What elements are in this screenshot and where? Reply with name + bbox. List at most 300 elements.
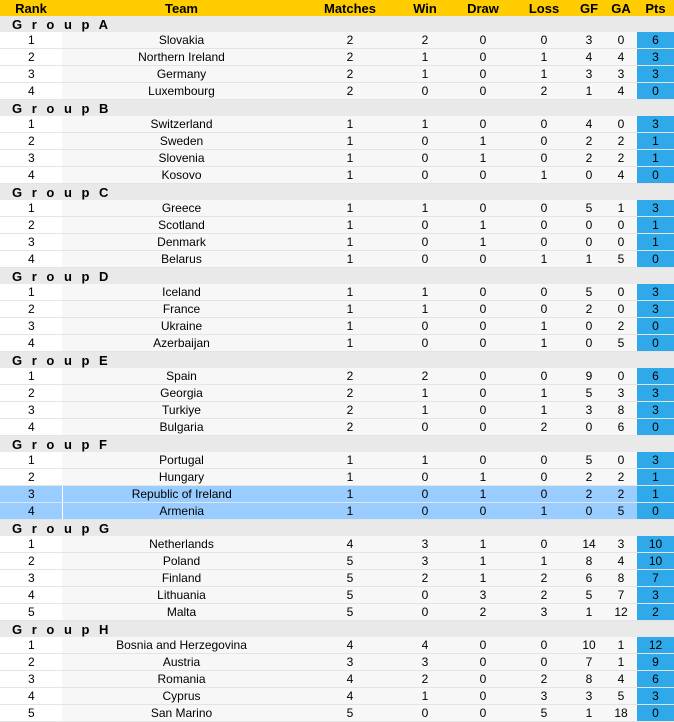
loss-cell: 0 [515,536,573,553]
rank-cell: 3 [0,671,62,688]
table-row[interactable] [0,587,674,604]
draw-cell: 0 [451,167,515,184]
table-row[interactable] [0,536,674,553]
matches-cell: 1 [301,150,399,167]
group-label: G r o u p B [0,100,674,117]
pts-cell: 10 [637,553,674,570]
ga-cell: 0 [605,217,637,234]
loss-cell: 0 [515,368,573,385]
loss-cell: 0 [515,116,573,133]
pts-cell: 3 [637,385,674,402]
table-row[interactable] [0,251,674,268]
team-cell[interactable]: Lithuania [62,587,301,604]
loss-cell: 1 [515,251,573,268]
table-row[interactable] [0,570,674,587]
matches-cell: 5 [301,587,399,604]
team-cell[interactable]: Iceland [62,284,301,301]
matches-cell: 1 [301,116,399,133]
matches-cell: 2 [301,49,399,66]
ga-cell: 3 [605,536,637,553]
ga-cell: 6 [605,419,637,436]
draw-cell: 1 [451,234,515,251]
gf-cell: 5 [573,452,605,469]
table-row[interactable] [0,671,674,688]
rank-cell: 2 [0,49,62,66]
team-cell[interactable]: Republic of Ireland [62,486,301,503]
matches-cell: 2 [301,83,399,100]
draw-cell: 0 [451,49,515,66]
rank-cell: 4 [0,688,62,705]
header-team[interactable]: Team [62,0,301,16]
table-row[interactable] [0,335,674,352]
matches-cell: 1 [301,133,399,150]
matches-cell: 1 [301,452,399,469]
pts-cell: 6 [637,368,674,385]
table-row[interactable] [0,469,674,486]
ga-cell: 2 [605,133,637,150]
group-header-row [0,621,674,638]
win-cell: 0 [399,419,451,436]
win-cell: 3 [399,654,451,671]
team-cell[interactable]: Armenia [62,503,301,520]
rank-cell: 4 [0,335,62,352]
ga-cell: 5 [605,251,637,268]
rank-cell: 4 [0,83,62,100]
pts-cell: 10 [637,536,674,553]
team-cell[interactable]: Malta [62,604,301,621]
rank-cell: 2 [0,469,62,486]
ga-cell: 12 [605,604,637,621]
draw-cell: 1 [451,469,515,486]
gf-cell: 0 [573,234,605,251]
gf-cell: 5 [573,385,605,402]
loss-cell: 1 [515,553,573,570]
draw-cell: 0 [451,335,515,352]
pts-cell: 3 [637,301,674,318]
matches-cell: 1 [301,469,399,486]
ga-cell: 5 [605,688,637,705]
team-cell[interactable]: Austria [62,654,301,671]
rank-cell: 1 [0,536,62,553]
matches-cell: 5 [301,570,399,587]
rank-cell: 4 [0,587,62,604]
ga-cell: 2 [605,486,637,503]
group-label: G r o u p D [0,268,674,285]
team-cell[interactable]: Portugal [62,452,301,469]
draw-cell: 1 [451,486,515,503]
draw-cell: 0 [451,671,515,688]
rank-cell: 1 [0,116,62,133]
rank-cell: 3 [0,318,62,335]
ga-cell: 7 [605,587,637,604]
win-cell: 2 [399,570,451,587]
ga-cell: 3 [605,66,637,83]
loss-cell: 1 [515,167,573,184]
loss-cell: 1 [515,49,573,66]
gf-cell: 0 [573,335,605,352]
win-cell: 1 [399,688,451,705]
rank-cell: 1 [0,637,62,654]
team-cell[interactable]: Slovakia [62,32,301,49]
win-cell: 4 [399,637,451,654]
win-cell: 0 [399,83,451,100]
rank-cell: 2 [0,301,62,318]
pts-cell: 1 [637,217,674,234]
loss-cell: 2 [515,83,573,100]
ga-cell: 3 [605,385,637,402]
ga-cell: 4 [605,167,637,184]
matches-cell: 1 [301,335,399,352]
win-cell: 2 [399,671,451,688]
draw-cell: 1 [451,133,515,150]
loss-cell: 0 [515,637,573,654]
header-pts[interactable]: Pts [637,0,674,16]
matches-cell: 1 [301,251,399,268]
draw-cell: 0 [451,200,515,217]
ga-cell: 2 [605,469,637,486]
draw-cell: 0 [451,452,515,469]
team-cell[interactable]: Germany [62,66,301,83]
win-cell: 3 [399,536,451,553]
win-cell: 3 [399,553,451,570]
header-matches[interactable]: Matches [301,0,399,16]
team-cell[interactable]: Scotland [62,217,301,234]
pts-cell: 0 [637,318,674,335]
team-cell[interactable]: France [62,301,301,318]
table-row[interactable] [0,301,674,318]
table-row[interactable] [0,368,674,385]
table-row[interactable] [0,553,674,570]
win-cell: 0 [399,318,451,335]
win-cell: 2 [399,368,451,385]
team-cell[interactable]: Poland [62,553,301,570]
draw-cell: 0 [451,419,515,436]
matches-cell: 5 [301,705,399,722]
team-cell[interactable]: Hungary [62,469,301,486]
win-cell: 2 [399,32,451,49]
table-row[interactable] [0,49,674,66]
draw-cell: 3 [451,587,515,604]
gf-cell: 5 [573,284,605,301]
loss-cell: 2 [515,587,573,604]
gf-cell: 0 [573,318,605,335]
header-draw[interactable]: Draw [451,0,515,16]
group-label: G r o u p C [0,184,674,201]
group-label: G r o u p E [0,352,674,369]
gf-cell: 0 [573,217,605,234]
pts-cell: 12 [637,637,674,654]
loss-cell: 2 [515,671,573,688]
ga-cell: 4 [605,553,637,570]
win-cell: 1 [399,200,451,217]
ga-cell: 5 [605,335,637,352]
loss-cell: 2 [515,570,573,587]
table-row[interactable] [0,486,674,503]
group-label: G r o u p A [0,16,674,32]
win-cell: 1 [399,49,451,66]
group-header-row [0,352,674,369]
pts-cell: 6 [637,671,674,688]
ga-cell: 0 [605,284,637,301]
gf-cell: 3 [573,66,605,83]
draw-cell: 2 [451,604,515,621]
gf-cell: 5 [573,587,605,604]
header-gf[interactable]: GF [573,0,605,16]
team-cell[interactable]: Slovenia [62,150,301,167]
team-cell[interactable]: San Marino [62,705,301,722]
gf-cell: 1 [573,604,605,621]
draw-cell: 0 [451,637,515,654]
team-cell[interactable]: Spain [62,368,301,385]
matches-cell: 1 [301,234,399,251]
table-row[interactable] [0,150,674,167]
loss-cell: 1 [515,66,573,83]
pts-cell: 1 [637,234,674,251]
table-row[interactable] [0,604,674,621]
pts-cell: 0 [637,251,674,268]
ga-cell: 0 [605,234,637,251]
rank-cell: 4 [0,251,62,268]
team-cell[interactable]: Bosnia and Herzegovina [62,637,301,654]
table-row[interactable] [0,705,674,722]
rank-cell: 5 [0,705,62,722]
win-cell: 0 [399,587,451,604]
pts-cell: 3 [637,688,674,705]
pts-cell: 7 [637,570,674,587]
team-cell[interactable]: Belarus [62,251,301,268]
win-cell: 0 [399,133,451,150]
matches-cell: 4 [301,671,399,688]
loss-cell: 0 [515,150,573,167]
rank-cell: 2 [0,654,62,671]
header-row [0,0,674,16]
matches-cell: 1 [301,284,399,301]
loss-cell: 0 [515,284,573,301]
gf-cell: 0 [573,167,605,184]
matches-cell: 2 [301,368,399,385]
team-cell[interactable]: Luxembourg [62,83,301,100]
ga-cell: 0 [605,32,637,49]
team-cell[interactable]: Turkiye [62,402,301,419]
pts-cell: 1 [637,469,674,486]
pts-cell: 6 [637,32,674,49]
group-header-row [0,268,674,285]
rank-cell: 3 [0,402,62,419]
ga-cell: 5 [605,503,637,520]
loss-cell: 0 [515,654,573,671]
table-row[interactable] [0,402,674,419]
rank-cell: 1 [0,284,62,301]
pts-cell: 0 [637,419,674,436]
win-cell: 1 [399,301,451,318]
matches-cell: 2 [301,66,399,83]
table-row[interactable] [0,385,674,402]
pts-cell: 3 [637,284,674,301]
matches-cell: 1 [301,217,399,234]
draw-cell: 1 [451,553,515,570]
rank-cell: 1 [0,200,62,217]
matches-cell: 1 [301,503,399,520]
gf-cell: 8 [573,671,605,688]
win-cell: 0 [399,217,451,234]
rank-cell: 1 [0,32,62,49]
table-row[interactable] [0,654,674,671]
matches-cell: 2 [301,385,399,402]
matches-cell: 1 [301,167,399,184]
team-cell[interactable]: Romania [62,671,301,688]
gf-cell: 7 [573,654,605,671]
rank-cell: 2 [0,217,62,234]
gf-cell: 0 [573,419,605,436]
team-cell[interactable]: Kosovo [62,167,301,184]
rank-cell: 4 [0,503,62,520]
win-cell: 1 [399,452,451,469]
table-row[interactable] [0,83,674,100]
team-cell[interactable]: Azerbaijan [62,335,301,352]
group-header-row [0,16,674,32]
draw-cell: 0 [451,402,515,419]
group-label: G r o u p F [0,436,674,453]
loss-cell: 1 [515,335,573,352]
draw-cell: 1 [451,570,515,587]
gf-cell: 3 [573,32,605,49]
rank-cell: 2 [0,133,62,150]
gf-cell: 14 [573,536,605,553]
rank-cell: 3 [0,234,62,251]
rank-cell: 3 [0,150,62,167]
table-row[interactable] [0,66,674,83]
team-cell[interactable]: Denmark [62,234,301,251]
win-cell: 1 [399,402,451,419]
team-cell[interactable]: Finland [62,570,301,587]
gf-cell: 1 [573,705,605,722]
pts-cell: 3 [637,116,674,133]
table-row[interactable] [0,318,674,335]
rank-cell: 4 [0,419,62,436]
draw-cell: 0 [451,368,515,385]
header-rank[interactable]: Rank [0,0,62,16]
table-row[interactable] [0,419,674,436]
table-row[interactable] [0,688,674,705]
loss-cell: 0 [515,32,573,49]
ga-cell: 8 [605,570,637,587]
ga-cell: 1 [605,654,637,671]
header-ga[interactable]: GA [605,0,637,16]
draw-cell: 0 [451,318,515,335]
loss-cell: 0 [515,234,573,251]
matches-cell: 2 [301,402,399,419]
table-row[interactable] [0,637,674,654]
loss-cell: 0 [515,469,573,486]
pts-cell: 3 [637,200,674,217]
loss-cell: 1 [515,503,573,520]
ga-cell: 8 [605,402,637,419]
loss-cell: 2 [515,419,573,436]
rank-cell: 2 [0,385,62,402]
matches-cell: 4 [301,688,399,705]
win-cell: 0 [399,234,451,251]
pts-cell: 3 [637,402,674,419]
team-cell[interactable]: Netherlands [62,536,301,553]
loss-cell: 1 [515,385,573,402]
team-cell[interactable]: Northern Ireland [62,49,301,66]
team-cell[interactable]: Ukraine [62,318,301,335]
ga-cell: 2 [605,318,637,335]
team-cell[interactable]: Bulgaria [62,419,301,436]
pts-cell: 1 [637,150,674,167]
matches-cell: 4 [301,536,399,553]
team-cell[interactable]: Switzerland [62,116,301,133]
ga-cell: 4 [605,671,637,688]
matches-cell: 2 [301,419,399,436]
gf-cell: 5 [573,200,605,217]
rank-cell: 4 [0,167,62,184]
team-cell[interactable]: Greece [62,200,301,217]
table-row[interactable] [0,234,674,251]
gf-cell: 10 [573,637,605,654]
draw-cell: 0 [451,688,515,705]
loss-cell: 1 [515,402,573,419]
gf-cell: 6 [573,570,605,587]
pts-cell: 1 [637,486,674,503]
win-cell: 0 [399,604,451,621]
pts-cell: 1 [637,133,674,150]
win-cell: 1 [399,116,451,133]
ga-cell: 18 [605,705,637,722]
draw-cell: 0 [451,116,515,133]
gf-cell: 2 [573,301,605,318]
table-row[interactable] [0,217,674,234]
win-cell: 0 [399,469,451,486]
header-win[interactable]: Win [399,0,451,16]
table-row[interactable] [0,503,674,520]
ga-cell: 2 [605,150,637,167]
ga-cell: 0 [605,116,637,133]
team-cell[interactable]: Georgia [62,385,301,402]
win-cell: 0 [399,503,451,520]
table-row[interactable] [0,167,674,184]
win-cell: 0 [399,486,451,503]
header-loss[interactable]: Loss [515,0,573,16]
matches-cell: 3 [301,654,399,671]
table-row[interactable] [0,32,674,49]
gf-cell: 3 [573,688,605,705]
table-row[interactable] [0,133,674,150]
rank-cell: 3 [0,570,62,587]
gf-cell: 4 [573,49,605,66]
draw-cell: 0 [451,32,515,49]
win-cell: 0 [399,251,451,268]
gf-cell: 2 [573,150,605,167]
standings-body [0,16,674,722]
pts-cell: 3 [637,66,674,83]
rank-cell: 5 [0,604,62,621]
loss-cell: 0 [515,486,573,503]
pts-cell: 2 [637,604,674,621]
loss-cell: 0 [515,217,573,234]
table-row[interactable] [0,200,674,217]
table-row[interactable] [0,452,674,469]
win-cell: 1 [399,385,451,402]
team-cell[interactable]: Cyprus [62,688,301,705]
ga-cell: 0 [605,368,637,385]
team-cell[interactable]: Sweden [62,133,301,150]
table-row[interactable] [0,116,674,133]
table-row[interactable] [0,284,674,301]
gf-cell: 1 [573,83,605,100]
ga-cell: 1 [605,637,637,654]
group-label: G r o u p G [0,520,674,537]
